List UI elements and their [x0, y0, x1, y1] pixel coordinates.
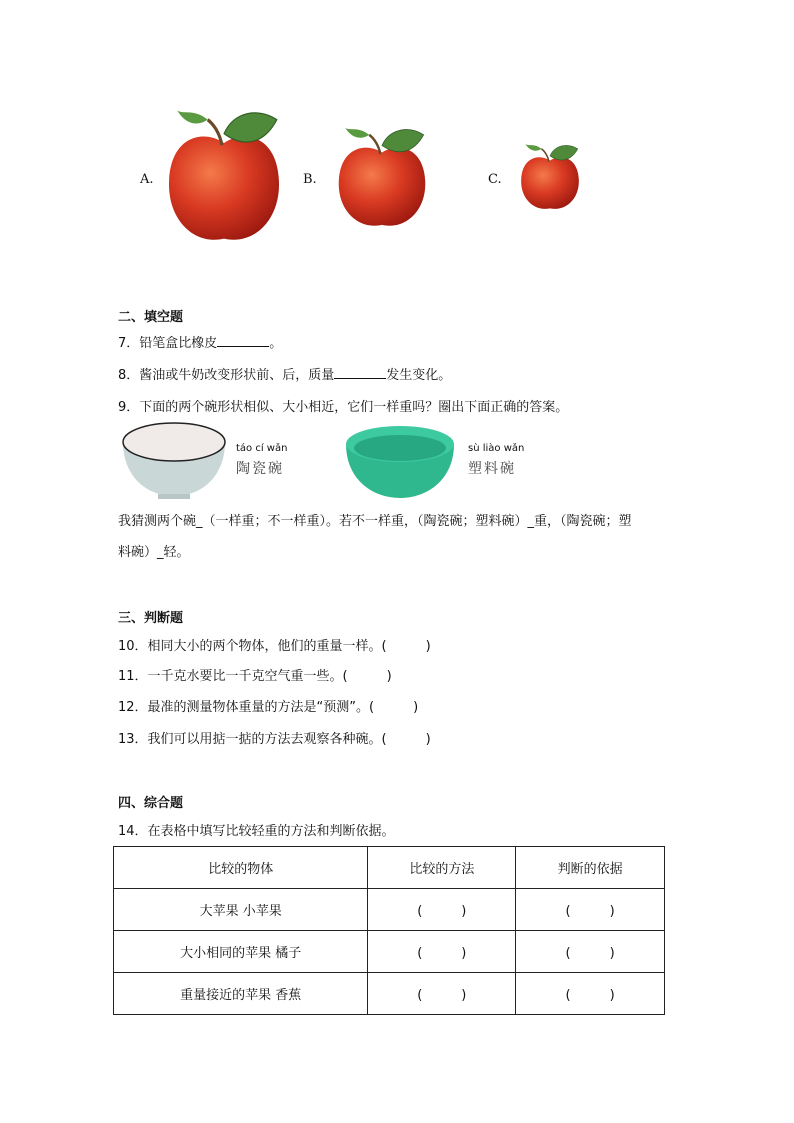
header-basis: 判断的依据	[516, 847, 665, 889]
q7-text: 7．铅笔盒比橡皮	[118, 336, 218, 351]
q8-blank[interactable]	[334, 366, 386, 379]
plastic-bowl-label: 塑料碗	[468, 461, 516, 477]
cell-objects: 重量接近的苹果 香蕉	[114, 973, 368, 1015]
plastic-bowl-image	[344, 424, 456, 502]
question-7	[118, 332, 282, 351]
table-header-row	[114, 847, 665, 889]
table-row	[114, 889, 665, 931]
q7-blank[interactable]	[217, 334, 269, 347]
option-b-label: B.	[303, 172, 317, 187]
header-objects: 比较的物体	[114, 847, 368, 889]
question-11: 11．一千克水要比一千克空气重一些。( )	[118, 669, 392, 684]
section2-heading: 二、填空题	[118, 310, 184, 325]
cell-method[interactable]: ( )	[368, 889, 516, 931]
option-c-label: C.	[488, 172, 502, 187]
q8-text: 8．酱油或牛奶改变形状前、后，质量	[118, 368, 335, 383]
q9-answer-line-2: 料碗）_轻。	[118, 545, 190, 560]
cell-basis[interactable]: ( )	[516, 973, 665, 1015]
question-12: 12．最准的测量物体重量的方法是“预测”。( )	[118, 700, 419, 715]
question-8	[118, 364, 451, 383]
header-method: 比较的方法	[368, 847, 516, 889]
option-a-label: A.	[140, 172, 154, 187]
q7-end: 。	[269, 336, 283, 351]
cell-basis[interactable]: ( )	[516, 931, 665, 973]
medium-apple-image	[334, 126, 430, 232]
ceramic-bowl-label: 陶瓷碗	[236, 461, 284, 477]
section4-heading: 四、综合题	[118, 796, 184, 811]
comparison-table	[113, 846, 665, 1015]
small-apple-image	[518, 143, 582, 213]
plastic-bowl-pinyin: sù liào wǎn	[468, 443, 525, 454]
q8-end: 发生变化。	[386, 368, 452, 383]
section3-heading: 三、判断题	[118, 611, 184, 626]
question-9: 9．下面的两个碗形状相似、大小相近，它们一样重吗？圈出下面正确的答案。	[118, 400, 569, 415]
cell-objects: 大苹果 小苹果	[114, 889, 368, 931]
ceramic-bowl-pinyin: táo cí wǎn	[236, 443, 288, 454]
q9-answer-line-1: 我猜测两个碗_（一样重；不一样重）。若不一样重，（陶瓷碗；塑料碗）_重，（陶瓷碗；塑	[118, 514, 632, 529]
ceramic-bowl-image	[120, 420, 228, 500]
question-14: 14．在表格中填写比较轻重的方法和判断依据。	[118, 824, 395, 839]
table-row	[114, 931, 665, 973]
question-10: 10．相同大小的两个物体，他们的重量一样。( )	[118, 639, 431, 654]
cell-method[interactable]: ( )	[368, 973, 516, 1015]
cell-method[interactable]: ( )	[368, 931, 516, 973]
cell-basis[interactable]: ( )	[516, 889, 665, 931]
cell-objects: 大小相同的苹果 橘子	[114, 931, 368, 973]
table-row	[114, 973, 665, 1015]
large-apple-image	[163, 108, 285, 248]
question-13: 13．我们可以用掂一掂的方法去观察各种碗。( )	[118, 732, 431, 747]
